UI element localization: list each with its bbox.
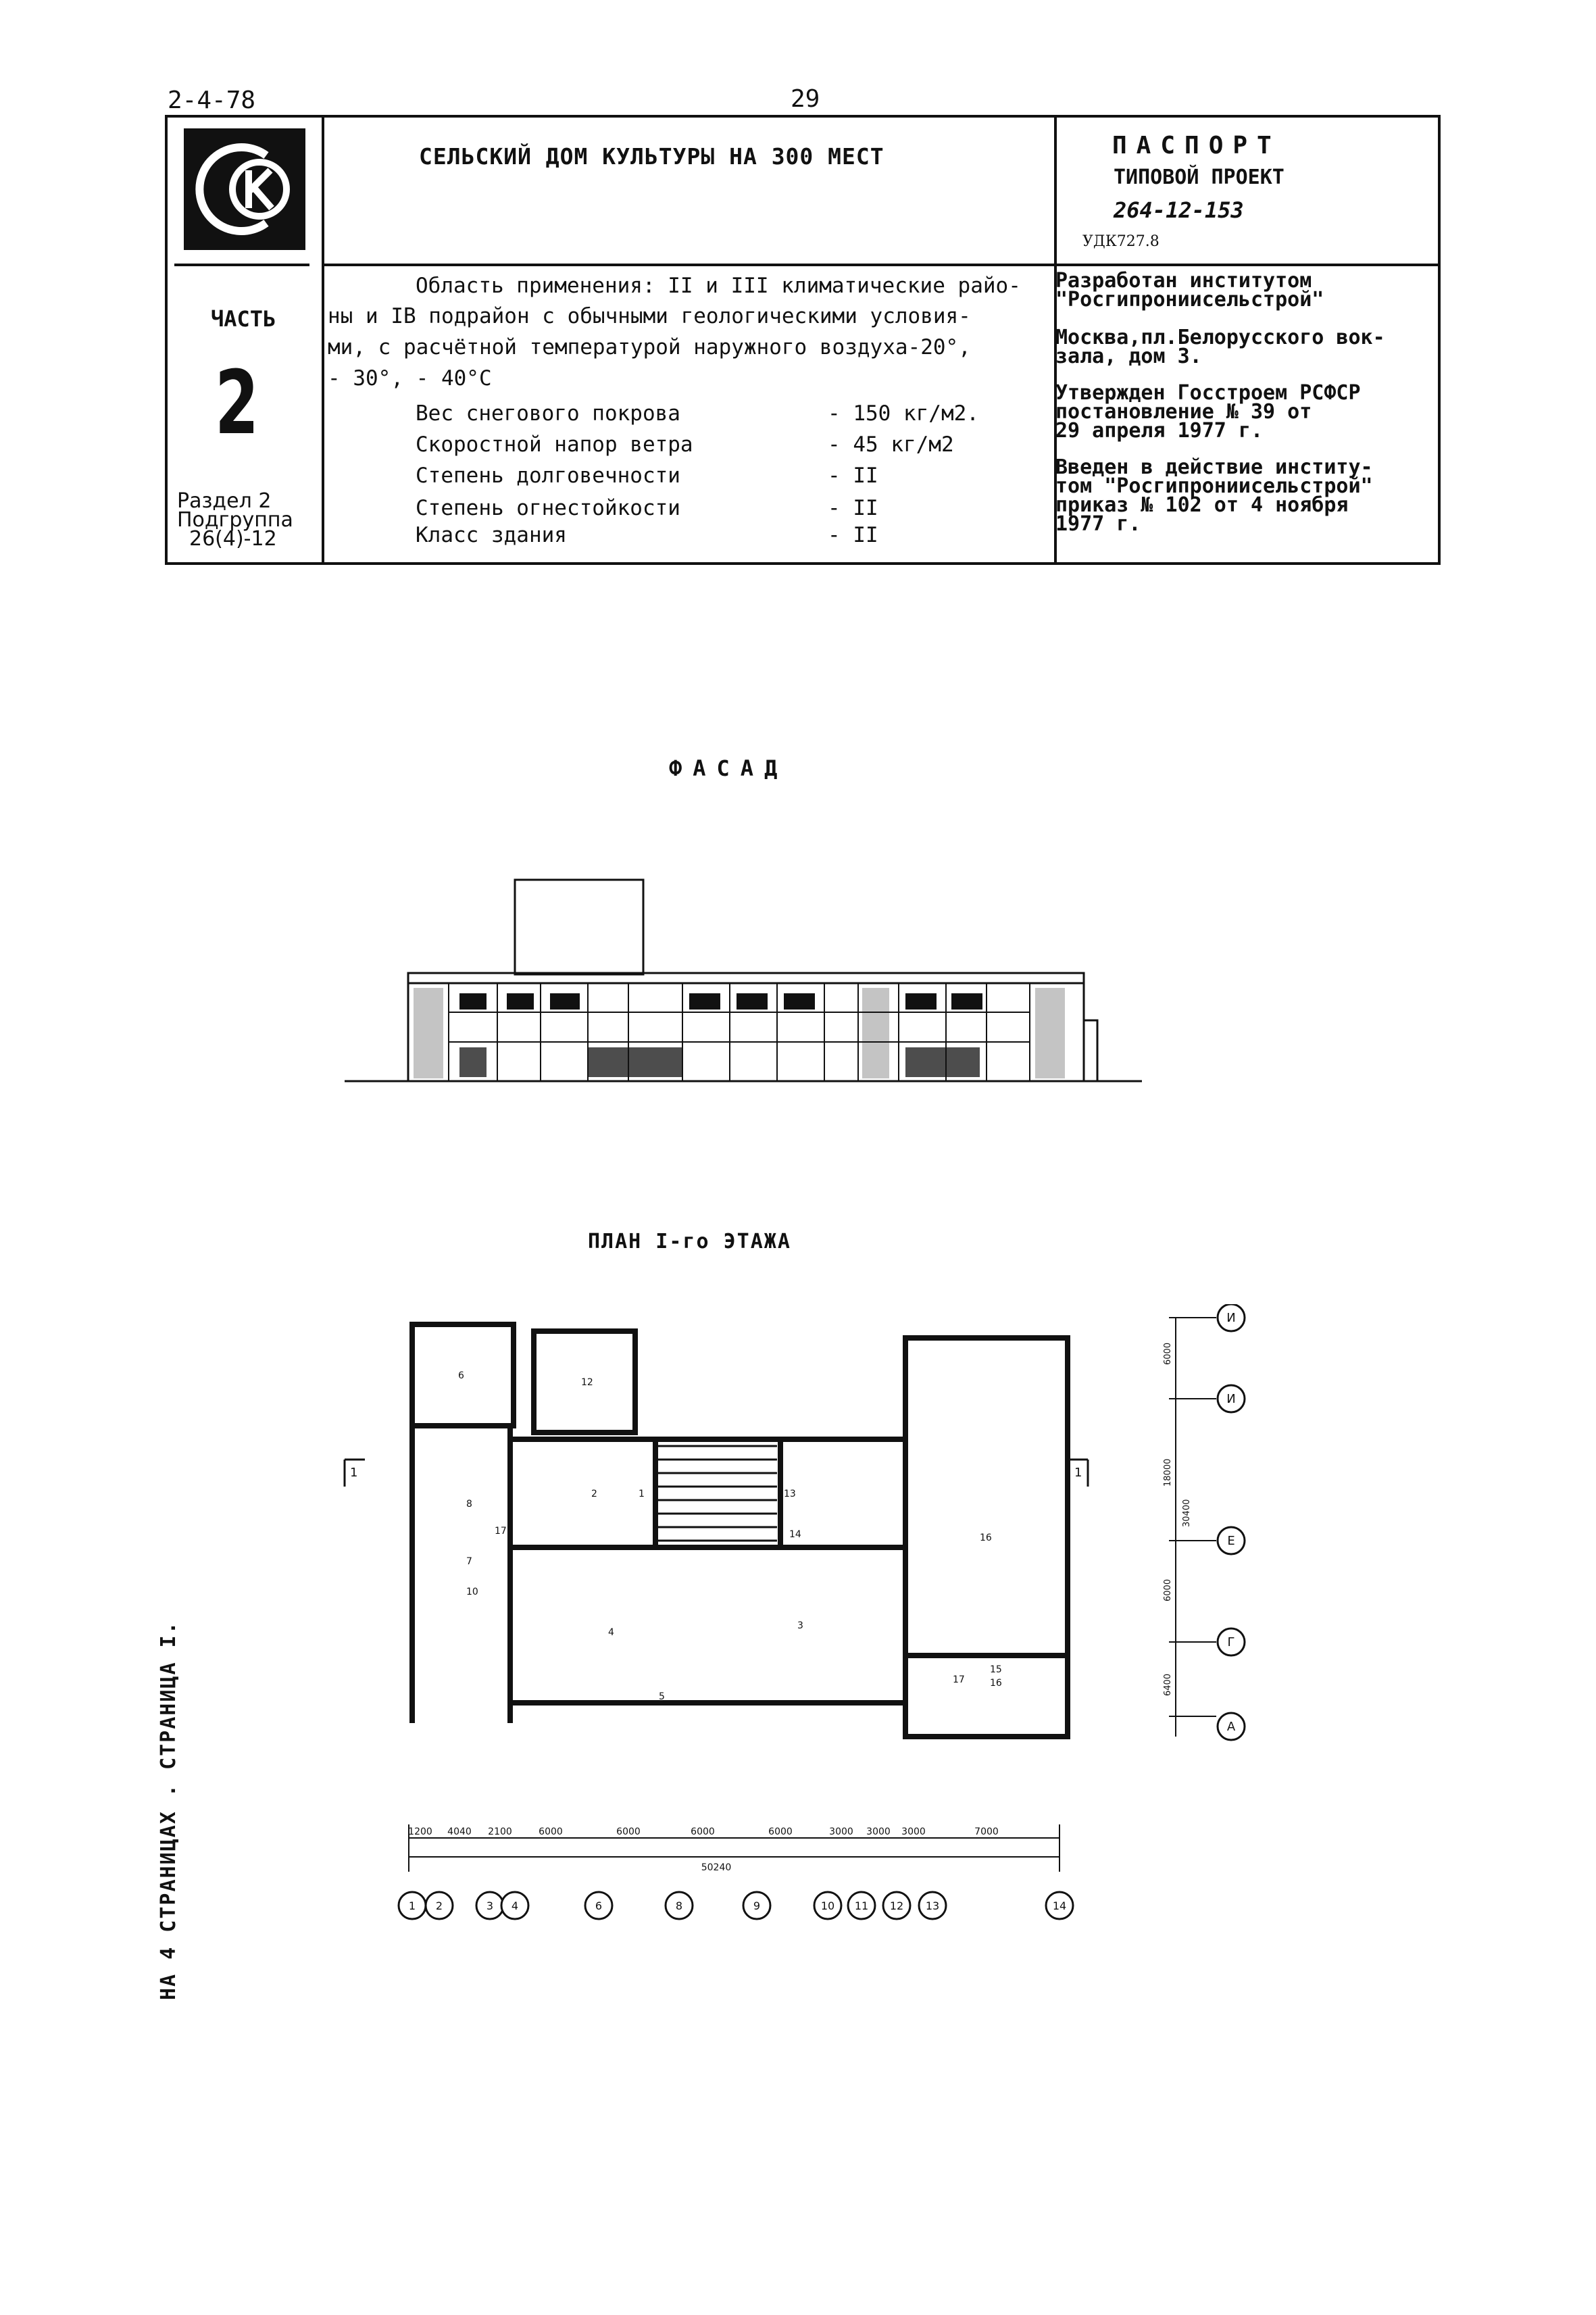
param-name: Класс здания xyxy=(416,523,567,547)
facade-title: ФАСАД xyxy=(669,755,789,781)
section-info xyxy=(177,489,293,551)
row-dimension: 30400 xyxy=(1182,1499,1192,1527)
param-value: - 150 кг/м2. xyxy=(828,401,979,426)
application-line: ми, с расчётной температурой наружного воздуха-20°, xyxy=(328,335,971,359)
page-number: 29 xyxy=(791,85,820,113)
column-axis-label: 13 xyxy=(925,1899,940,1912)
row-axis-label: А xyxy=(1226,1720,1236,1734)
sk-logo xyxy=(184,128,305,250)
room-number: 14 xyxy=(789,1529,801,1540)
column-axis-label: 14 xyxy=(1052,1899,1067,1912)
room-number: 17 xyxy=(495,1526,507,1537)
param-name: Степень огнестойкости xyxy=(416,496,680,520)
plan-title: ПЛАН I-го ЭТАЖА xyxy=(588,1230,791,1253)
room-number: 15 xyxy=(990,1664,1002,1675)
total-dimension: 50240 xyxy=(701,1862,732,1873)
address-line: зала, дом 3. xyxy=(1055,345,1202,368)
part-label: ЧАСТЬ xyxy=(211,306,276,332)
passport-heading: ПАСПОРТ xyxy=(1112,132,1281,159)
column-axis-label: 12 xyxy=(889,1899,904,1912)
facade-drawing xyxy=(338,865,1149,1095)
column-dimension: 2100 xyxy=(488,1826,512,1837)
column-dimension: 6000 xyxy=(539,1826,563,1837)
column-axis-label: 6 xyxy=(595,1899,603,1912)
column-dimension: 6000 xyxy=(768,1826,793,1837)
param-value: - II xyxy=(828,496,878,520)
param-name: Скоростной напор ветра xyxy=(416,432,693,457)
room-number: 4 xyxy=(608,1627,614,1638)
room-number: 16 xyxy=(990,1678,1002,1689)
row-axis-label: Г xyxy=(1227,1635,1235,1649)
application-line: ны и IВ подрайон с обычными геологическими условия- xyxy=(328,304,971,328)
approval-line: 29 апреля 1977 г. xyxy=(1055,419,1264,443)
room-number: 17 xyxy=(953,1674,965,1685)
approval-line: постановление № 39 от xyxy=(1055,400,1312,424)
project-title: СЕЛЬСКИЙ ДОМ КУЛЬТУРЫ НА 300 МЕСТ xyxy=(419,143,884,170)
param-value: - II xyxy=(828,464,878,488)
column-axis-label: 9 xyxy=(753,1899,761,1912)
application-line: Область применения: II и III климатические райо- xyxy=(416,274,1021,298)
sk-logo-icon xyxy=(184,128,305,250)
enactment-line: Введен в действие институ- xyxy=(1055,455,1373,479)
row-dimension: 6400 xyxy=(1163,1673,1173,1696)
section-line: Подгруппа xyxy=(177,508,293,532)
param-value: - 45 кг/м2 xyxy=(828,432,954,457)
row-axis-label: И xyxy=(1226,1311,1236,1325)
room-number: 10 xyxy=(466,1587,478,1597)
stamp-divider-left xyxy=(322,118,324,562)
approval-line: Утвержден Госстроем РСФСР xyxy=(1055,381,1361,405)
row-dimension: 18000 xyxy=(1163,1458,1173,1487)
param-name: Вес снегового покрова xyxy=(416,401,680,426)
row-dimension: 6000 xyxy=(1163,1342,1173,1365)
document-code: 2-4-78 xyxy=(168,86,256,114)
column-dimension: 6000 xyxy=(616,1826,641,1837)
enactment-line: 1977 г. xyxy=(1055,512,1141,536)
param-value: - II xyxy=(828,523,878,547)
column-dimension: 1200 xyxy=(408,1826,432,1837)
part-number: 2 xyxy=(215,351,259,454)
stamp-divider-row xyxy=(322,264,1441,266)
column-dimension: 6000 xyxy=(691,1826,715,1837)
developer-line: Разработан институтом xyxy=(1055,269,1312,293)
column-axis-label: 10 xyxy=(820,1899,835,1912)
page-count-note: НА 4 СТРАНИЦАХ . СТРАНИЦА I. xyxy=(157,1620,180,2000)
column-dimension: 3000 xyxy=(901,1826,926,1837)
param-name: Степень долговечности xyxy=(416,464,680,488)
floor-plan-drawing xyxy=(338,1304,1297,1980)
room-number: 2 xyxy=(591,1489,597,1499)
column-dimension: 3000 xyxy=(829,1826,853,1837)
section-line: Раздел 2 xyxy=(177,489,272,513)
room-number: 1 xyxy=(639,1489,645,1499)
room-number: 5 xyxy=(659,1691,665,1702)
enactment-line: приказ № 102 от 4 ноября xyxy=(1055,493,1349,517)
address-line: Москва,пл.Белорусского вок- xyxy=(1055,326,1385,349)
row-axis-label: И xyxy=(1226,1392,1236,1406)
room-number: 8 xyxy=(466,1499,472,1510)
room-number: 3 xyxy=(797,1620,803,1631)
room-number: 12 xyxy=(581,1377,593,1388)
udk-code: УДК727.8 xyxy=(1082,233,1159,250)
project-type: ТИПОВОЙ ПРОЕКТ xyxy=(1114,166,1285,189)
stamp-divider-logo xyxy=(174,264,309,266)
room-number: 6 xyxy=(458,1370,464,1381)
section-line: 26(4)-12 xyxy=(189,527,277,551)
column-axis-label: 1 xyxy=(408,1899,416,1912)
section-mark: 1 xyxy=(350,1466,358,1480)
room-number: 16 xyxy=(980,1533,992,1543)
room-number: 7 xyxy=(466,1556,472,1567)
column-axis-label: 11 xyxy=(854,1899,869,1912)
application-line: - 30°, - 40°С xyxy=(328,366,492,391)
column-dimension: 7000 xyxy=(974,1826,999,1837)
project-number: 264-12-153 xyxy=(1114,197,1244,223)
section-mark: 1 xyxy=(1074,1466,1082,1480)
column-dimension: 4040 xyxy=(447,1826,472,1837)
row-axis-label: Е xyxy=(1227,1534,1235,1548)
enactment-line: том "Росгипрониисельстрой" xyxy=(1055,474,1373,498)
column-axis-label: 4 xyxy=(511,1899,519,1912)
row-dimension: 6000 xyxy=(1163,1578,1173,1601)
room-number: 13 xyxy=(784,1489,796,1499)
column-axis-label: 3 xyxy=(486,1899,494,1912)
column-axis-label: 8 xyxy=(675,1899,683,1912)
developer-line: "Росгипрониисельстрой" xyxy=(1055,288,1324,312)
column-axis-label: 2 xyxy=(435,1899,443,1912)
column-dimension: 3000 xyxy=(866,1826,891,1837)
